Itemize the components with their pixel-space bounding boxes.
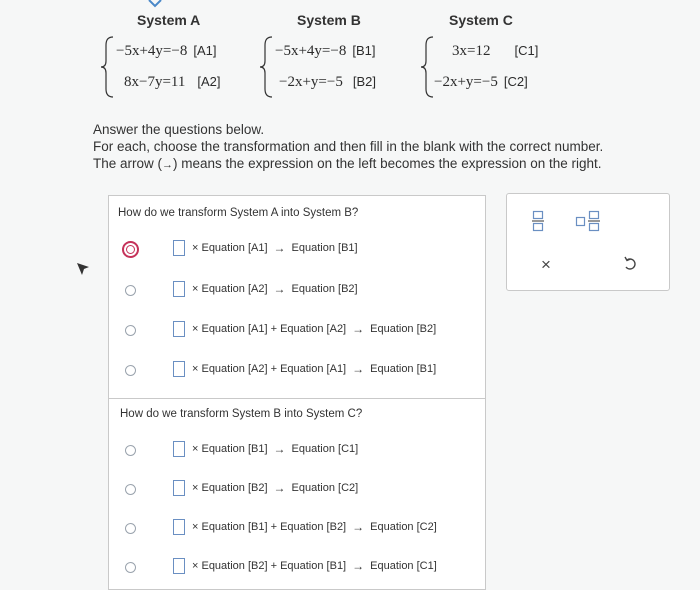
q1-option-1-answer-box[interactable]: [173, 240, 185, 256]
system-c-title: System C: [449, 12, 513, 28]
q2-option-2-right: Equation [C2]: [291, 482, 359, 494]
q2-option-2-left: × Equation [B2]: [192, 482, 268, 494]
q1-option-3-right: Equation [B2]: [370, 323, 437, 335]
q1-option-2-answer-box[interactable]: [173, 281, 185, 297]
system-c-eq1-expr: 3x=12: [452, 43, 491, 59]
q1-option-2-right: Equation [B2]: [291, 283, 358, 295]
system-a-title: System A: [137, 12, 201, 28]
system-b-eq1-label: [B1]: [352, 43, 376, 58]
q1-option-2-left: × Equation [A2]: [192, 283, 268, 295]
clear-button[interactable]: ×: [541, 255, 551, 274]
arrow-icon: →: [162, 159, 174, 171]
q2-option-3-left: × Equation [B1] + Equation [B2]: [192, 521, 347, 533]
arrow-icon: →: [352, 362, 365, 376]
collapse-chevron-icon[interactable]: [147, 0, 163, 10]
system-c-eq2-label: [C2]: [503, 74, 528, 89]
question-1-prompt: How do we transform System A into System B?: [118, 207, 359, 219]
system-c-eq1-label: [C1]: [514, 43, 539, 58]
system-b-title: System B: [297, 12, 361, 28]
q2-option-4-radio[interactable]: [125, 562, 136, 573]
system-b-eq1-expr: −5x+4y=−8: [275, 43, 347, 59]
q1-option-1[interactable]: [173, 240, 358, 256]
system-a-eq2-expr: 8x−7y=11: [124, 74, 186, 90]
system-c-eq2-expr: −2x+y=−5: [434, 74, 498, 90]
q2-option-1-left: × Equation [B1]: [192, 443, 268, 455]
system-a-eq2-label: [A2]: [197, 74, 221, 89]
arrow-icon: →: [273, 481, 286, 495]
q2-option-4-right: Equation [C1]: [370, 560, 437, 572]
q1-option-4-right: Equation [B1]: [370, 363, 437, 375]
question-divider: [109, 398, 485, 399]
system-a-brace: [100, 36, 116, 98]
q2-option-3-radio[interactable]: [125, 523, 136, 534]
q1-option-4-radio[interactable]: [125, 365, 136, 376]
q2-option-3-right: Equation [C2]: [370, 521, 437, 533]
q1-option-2[interactable]: [173, 281, 358, 297]
q1-option-3[interactable]: [173, 321, 436, 337]
q2-option-4[interactable]: [173, 558, 437, 574]
q1-option-1-left: × Equation [A1]: [192, 242, 268, 254]
q2-option-1[interactable]: [173, 441, 358, 457]
q1-option-4-answer-box[interactable]: [173, 361, 185, 377]
q2-option-1-radio[interactable]: [125, 445, 136, 456]
system-b-eq2-label: [B2]: [352, 74, 376, 89]
instructions-line3-pre: The arrow (: [93, 156, 163, 171]
math-toolbox: [506, 193, 670, 291]
mixed-number-icon[interactable]: [575, 210, 601, 232]
arrow-icon: →: [273, 282, 286, 296]
system-a-eq1: [116, 43, 216, 60]
system-b-eq1: [275, 43, 375, 60]
q2-option-2-answer-box[interactable]: [173, 480, 185, 496]
q1-option-3-answer-box[interactable]: [173, 321, 185, 337]
q2-option-2-radio[interactable]: [125, 484, 136, 495]
q2-option-1-answer-box[interactable]: [173, 441, 185, 457]
q1-option-1-right: Equation [B1]: [291, 242, 358, 254]
q1-option-2-radio[interactable]: [125, 285, 136, 296]
system-a-eq1-expr: −5x+4y=−8: [116, 43, 188, 59]
q1-option-1-radio[interactable]: [122, 241, 139, 258]
arrow-icon: →: [352, 322, 365, 336]
q1-option-3-left: × Equation [A1] + Equation [A2]: [192, 323, 347, 335]
system-a-eq2: [124, 74, 221, 91]
q2-option-1-right: Equation [C1]: [291, 443, 359, 455]
undo-icon[interactable]: [623, 256, 637, 272]
system-b-brace: [259, 36, 275, 98]
instructions: [93, 121, 603, 174]
instructions-line3-post: ) means the expression on the left becomes the expression on the right.: [173, 156, 602, 171]
question-panel: [108, 195, 486, 590]
system-c-eq1: [452, 43, 538, 60]
q2-option-3-answer-box[interactable]: [173, 519, 185, 535]
system-b-eq2: [279, 74, 376, 91]
q1-option-4-left: × Equation [A2] + Equation [A1]: [192, 363, 347, 375]
q1-option-4[interactable]: [173, 361, 436, 377]
fraction-icon[interactable]: [531, 210, 545, 232]
system-a-eq1-label: [A1]: [193, 43, 217, 58]
arrow-icon: →: [352, 520, 365, 534]
instructions-line1: Answer the questions below.: [93, 122, 265, 137]
question-2-prompt: How do we transform System B into System C?: [120, 408, 363, 420]
q2-option-2[interactable]: [173, 480, 358, 496]
system-c-eq2: [434, 74, 528, 91]
instructions-line2: For each, choose the transformation and then fill in the blank with the correct number.: [93, 139, 604, 154]
arrow-icon: →: [352, 559, 365, 573]
mouse-cursor-icon: [76, 262, 90, 276]
q2-option-4-left: × Equation [B2] + Equation [B1]: [192, 560, 347, 572]
arrow-icon: →: [273, 241, 286, 255]
system-b-eq2-expr: −2x+y=−5: [279, 74, 343, 90]
q2-option-3[interactable]: [173, 519, 437, 535]
instructions-line3: [93, 155, 603, 174]
q1-option-3-radio[interactable]: [125, 325, 136, 336]
q2-option-4-answer-box[interactable]: [173, 558, 185, 574]
arrow-icon: →: [273, 442, 286, 456]
